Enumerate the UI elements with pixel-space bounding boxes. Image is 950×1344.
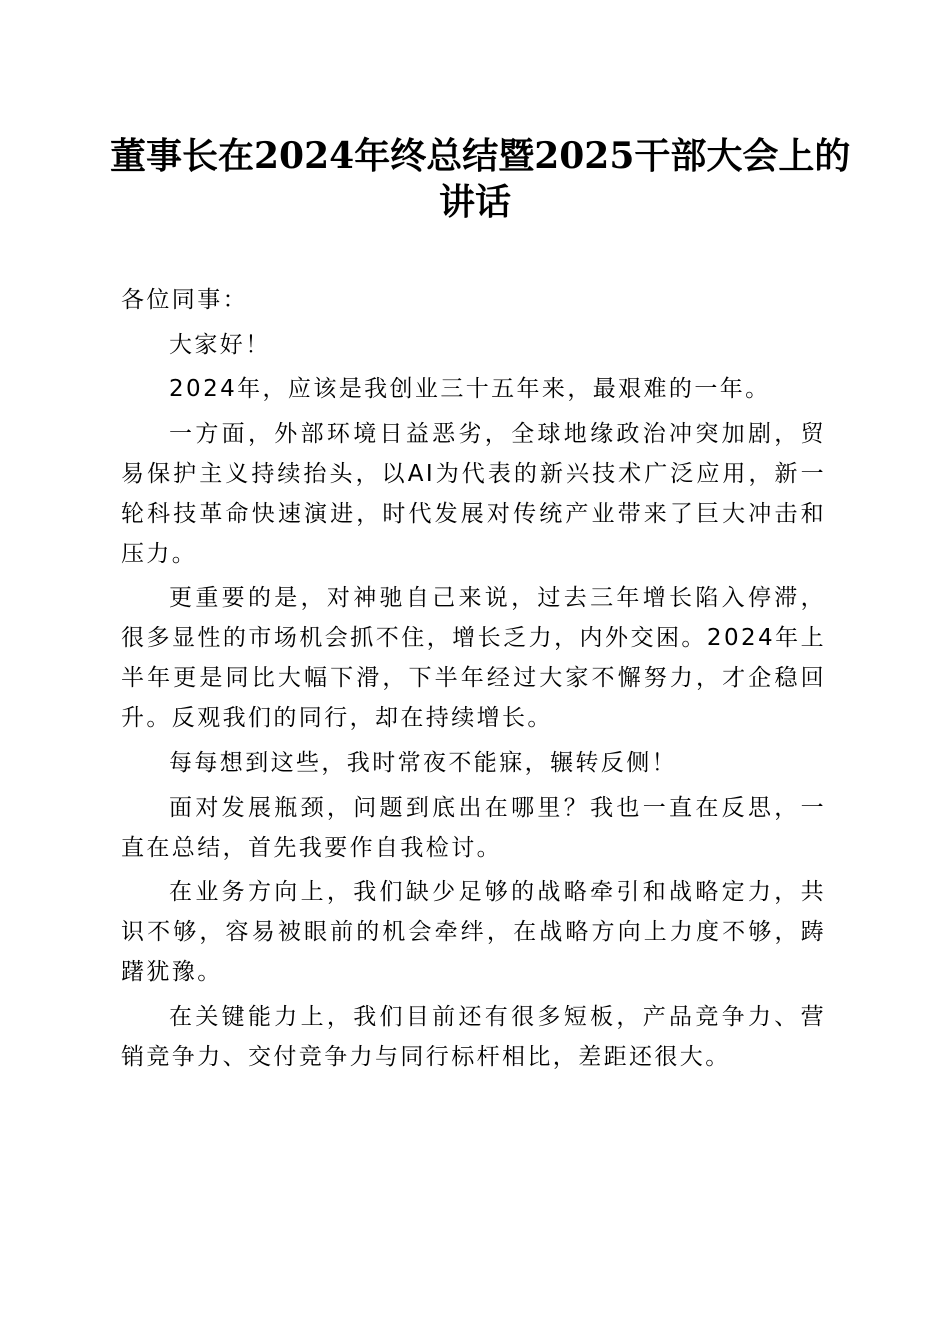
paragraph: 2024年，应该是我创业三十五年来，最艰难的一年。 [169,376,771,403]
paragraph: 每每想到这些，我时常夜不能寐，辗转反侧！ [169,749,677,776]
paragraph: 一方面，外部环境日益恶劣，全球地缘政治冲突加剧，贸易保护主义持续抬头，以AI为代表的新兴技术广泛应用，新一轮科技革命快速演进，时代发展对传统产业带来了巨大冲击和压力。 [121,420,826,567]
title-line-1: 董事长在2024年终总结暨2025干部大会上的 [110,135,851,177]
title-line-2: 讲话 [438,181,511,223]
document-body [121,280,826,1081]
paragraph: 大家好！ [169,331,271,358]
paragraph: 更重要的是，对神驰自己来说，过去三年增长陷入停滞，很多显性的市场机会抓不住，增长乏力，内外交困。2024年上半年更是同比大幅下滑，下半年经过大家不懈努力，才企稳回升。反观我们的同行，却在持续增长。 [121,585,826,732]
paragraph: 在关键能力上，我们目前还有很多短板，产品竞争力、营销竞争力、交付竞争力与同行标杆相比，差距还很大。 [121,1003,826,1070]
paragraph: 在业务方向上，我们缺少足够的战略牵引和战略定力，共识不够，容易被眼前的机会牵绊，在战略方向上力度不够，踌躇犹豫。 [121,879,826,986]
paragraph: 面对发展瓶颈，问题到底出在哪里？我也一直在反思，一直在总结，首先我要作自我检讨。 [121,794,826,861]
salutation: 各位同事： [121,287,248,313]
document-title [110,133,851,225]
